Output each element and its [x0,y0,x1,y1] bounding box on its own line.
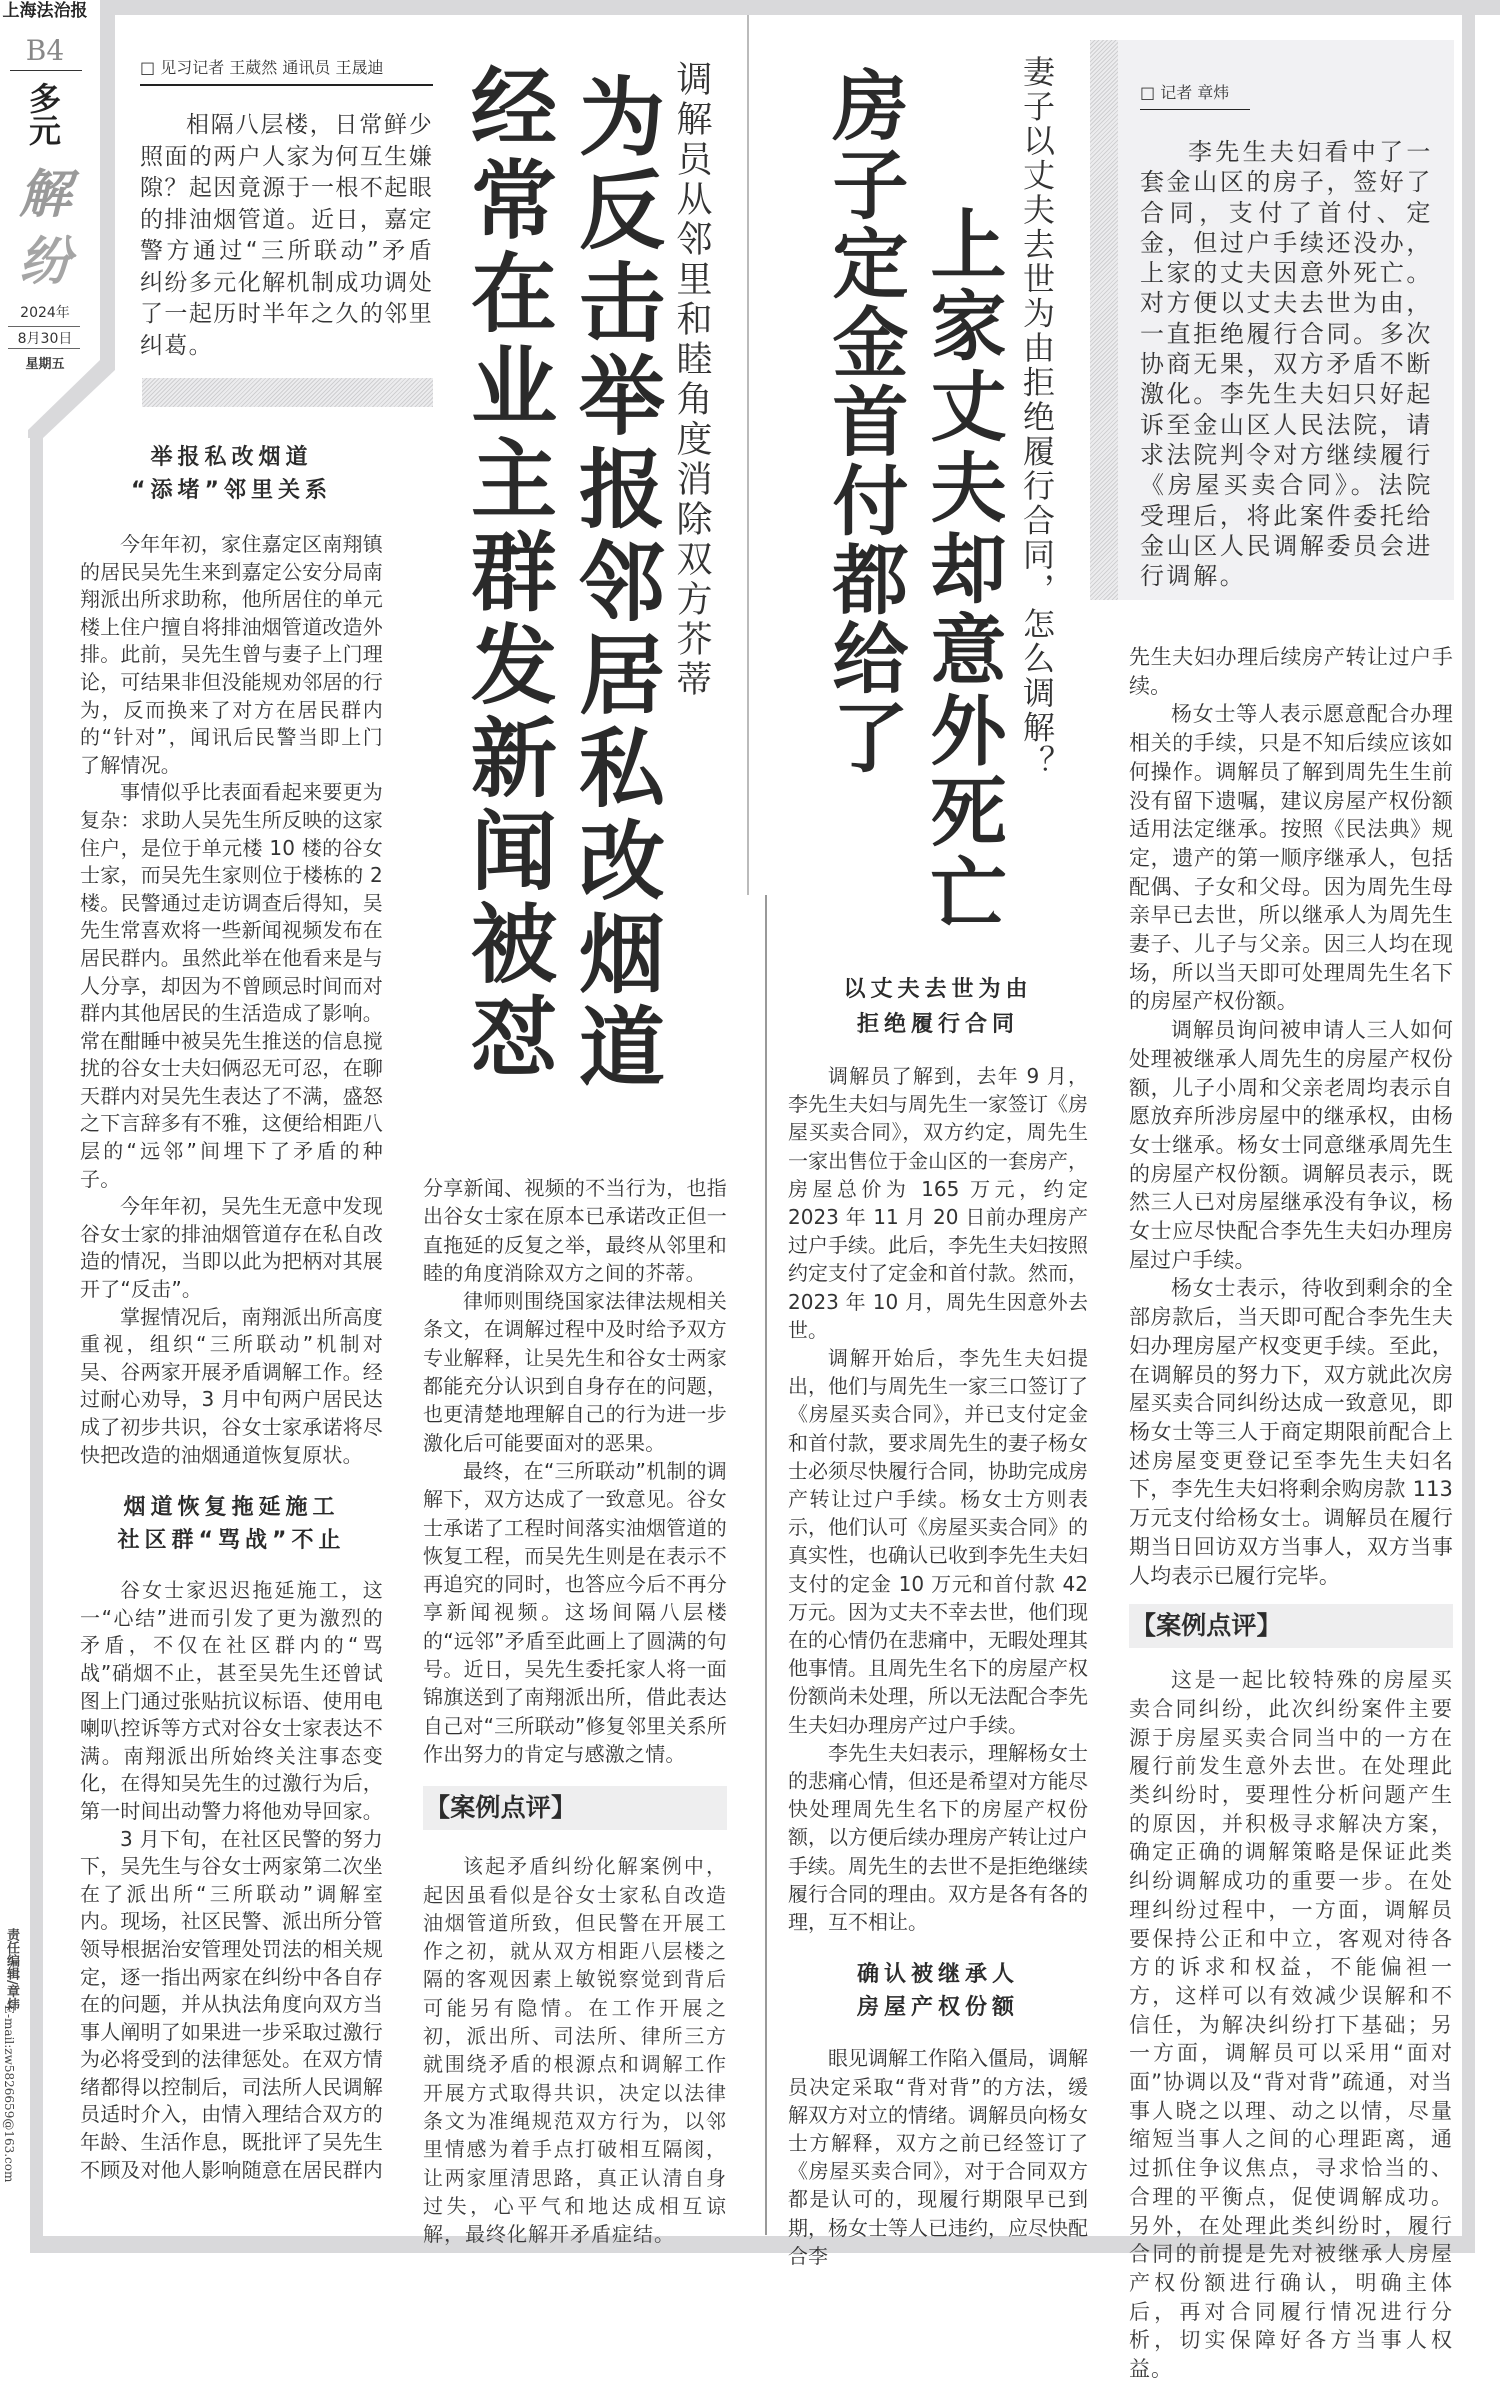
paragraph: 杨女士等人表示愿意配合办理相关的手续，只是不知后续应该如何操作。调解员了解到周先生生前没有留下遗嘱，建议房屋产权份额适用法定继承。按照《民法典》规定，遗产的第一顺序继承人，包括配偶、子女和父母。因为周先生母亲早已去世，所以继承人为周先生妻子、儿子与父亲。因三人均在现场，所以当天即可处理周先生名下的房屋产权份额。 [1129,702,1453,1014]
section-heading-line: 确认被继承人 [856,1962,1019,1988]
article-body [423,1174,727,1768]
paragraph: 眼见调解工作陷入僵局，调解员决定采取“背对背”的方法，缓解双方对立的情绪。调解员向杨女士方解释，双方之前已经签订了《房屋买卖合同》，对于合同双方都是认可的，现履行期限早已到期，杨女士等人已违约，应尽快配合李 [788,2046,1088,2268]
article-body [788,2044,1088,2270]
paragraph: 先生夫妇办理后续房产转让过户手续。 [1129,645,1453,698]
section-title-duoyuan: 多元 [24,82,62,146]
section-heading [788,1958,1088,2024]
editor-email[interactable]: E-mail:zw5826659@163.com [2,2005,16,2183]
article-body [1129,643,1453,1590]
lead-paragraph: 相隔八层楼，日常鲜少照面的两户人家为何互生嫌隙？起因竟源于一根不起眼的排油烟管道。近日，嘉定警方通过“三所联动”矛盾纠纷多元化解机制成功调处了一起历时半年之久的邻里纠葛。 [140,112,433,359]
review-label: 【案例点评】 [1129,1604,1453,1648]
issue-weekday: 星期五 [25,357,65,372]
headline-secondary: 房子定金首付都给了 [820,66,909,777]
column-c [788,972,1088,2270]
section-heading [80,441,383,507]
frame-left-lower [30,432,43,2245]
section-heading-line: 社区群“骂战”不止 [117,1528,346,1554]
column-d [1129,643,1453,2384]
paragraph: 今年年初，家住嘉定区南翔镇的居民吴先生来到嘉定公安分局南翔派出所求助称，他所居住的单元楼上住户擅自将排油烟管道改造外排。此前，吴先生曾与妻子上门理论，可结果非但没能规劝邻居的行为，反而换来了对方在居民群内的“针对”，闻讯后民警当即上门了解情况。 [80,532,383,777]
section-heading-line: 烟道恢复拖延施工 [123,1495,340,1521]
review-label: 【案例点评】 [423,1786,727,1830]
column-b [423,1174,727,2248]
column-divider [747,15,749,895]
editor-credit: 责任编辑/章炜 [4,1928,19,2011]
article-subtitle: 妻子以丈夫去世为由拒绝履行合同，怎么调解？ [1018,55,1056,780]
byline: □ 记者 章炜 [1140,80,1250,110]
paragraph: 这是一起比较特殊的房屋买卖合同纠纷，此次纠纷案件主要源于房屋买卖合同当中的一方在履行前发生意外去世。在处理此类纠纷时，要理性分析问题产生的原因，并积极寻求解决方案，确定正确的调解策略是保证此类纠纷调解成功的重要一步。在处理纠纷过程中，一方面，调解员要保持公正和中立，客观对待各方的诉求和权益，不能偏袒一方，这样可以有效减少误解和不信任，为解决纠纷打下基础；另一方面，调解员可以采用“面对面”协调以及“背对背”疏通，对当事人晓之以理、动之以情，尽量缩短当事人之间的心理距离，通过抓住争议焦点，寻求恰当的、合理的平衡点，促使调解成功。另外，在处理此类纠纷时，履行合同的前提是先对被继承人房屋产权份额进行确认，明确主体后，再对合同履行情况进行分析，切实保障好各方当事人权益。 [1129,1668,1453,2382]
frame-top [100,0,1500,15]
date-rule [8,326,80,327]
column-divider [765,895,767,2235]
section-heading-line: 拒绝履行合同 [856,1012,1019,1037]
review-body [1129,1666,1453,2384]
paragraph: 谷女士家迟迟拖延施工，这一“心结”进而引发了更为激烈的矛盾，不仅在社区群内的“骂战”硝烟不止，甚至吴先生还曾试图上门通过张贴抗议标语、使用电喇叭控诉等方式对谷女士家表达不满。南翔派出所始终关注事态变化，在得知吴先生的过激行为后，第一时间出动警力将他劝导回家。 [80,1578,383,1823]
issue-date: 8月30日 [17,331,73,347]
section-heading-line: 房屋产权份额 [856,1995,1019,2021]
section-heading [80,1491,383,1557]
headline-main: 为反击举报邻居私改烟道 [564,72,665,1095]
headline-secondary: 经常在业主群发新闻被怼 [456,62,557,1085]
section-title-fen: 纷 [18,231,71,292]
date-rule [8,348,80,349]
section-heading-line: 以丈夫去世为由 [843,977,1033,1002]
section-title-jie: 解 [18,164,71,225]
paragraph: 事情似乎比表面看起来要更为复杂：求助人吴先生所反映的这家住户，是位于单元楼 10 楼的谷女士家，而吴先生家则位于楼栋的 2 楼。民警通过走访调查后得知，吴先生常喜欢将一些新闻视频发布在居民群内。虽然此举在他看来是与人分享，却因为不曾顾忌时间而对群内其他居民的生活造成了影响。常在酣睡中被吴先生推送的信息搅扰的谷女士夫妇俩忍无可忍，在聊天群内对吴先生表达了不满，盛怒之下言辞多有不雅，这便给相距八层的“远邻”间埋下了矛盾的种子。 [80,780,383,1191]
byline: □ 见习记者 王葳然 通讯员 王晟迪 [140,55,433,86]
frame-right [1462,0,1475,2253]
paragraph: 调解员询问被申请人三人如何处理被继承人周先生的房屋产权份额，儿子小周和父亲老周均表示自愿放弃所涉房屋中的继承权，由杨女士继承。杨女士同意继承周先生的房屋产权份额。调解员表示，既然三人已对房屋继承没有争议，杨女士应尽快配合李先生夫妇办理房屋过户手续。 [1129,1018,1453,1272]
hatched-divider [142,378,433,407]
lead-paragraph: 李先生夫妇看中了一套金山区的房子，签好了合同，支付了首付、定金，但过户手续还没办，上家的丈夫因意外死亡。对方便以丈夫去世为由，一直拒绝履行合同。多次协商无果，双方矛盾不断激化。李先生夫妇只好起诉至金山区人民法院，请求法院判令对方继续履行《房屋买卖合同》。法院受理后，将此案件委托给金山区人民调解委员会进行调解。 [1140,138,1433,591]
headline-main: 上家丈夫却意外死亡 [918,205,1007,934]
paragraph: 掌握情况后，南翔派出所高度重视，组织“三所联动”机制对吴、谷两家开展矛盾调解工作。经过耐心劝导，3 月中旬两户居民达成了初步共识，谷女士家承诺将尽快把改造的油烟通道恢复原状。 [80,1304,383,1467]
paragraph: 该起矛盾纠纷化解案例中，起因虽看似是谷女士家私自改造油烟管道所致，但民警在开展工作之初，就从双方相距八层楼之隔的客观因素上敏锐察觉到背后可能另有隐情。在工作开展之初，派出所、司法所、律所三方就围绕矛盾的根源点和调解工作开展方式取得共识，决定以法律条文为准绳规范双方行为，以邻里情感为着手点打破相互隔阂，让两家厘清思路，真正认清自身过失，心平气和地达成相互谅解，最终化解开矛盾症结。 [423,1854,727,2247]
review-body [423,1852,727,2248]
frame-left-upper [100,0,115,368]
article-body [80,531,383,1469]
paragraph: 调解员了解到，去年 9 月，李先生夫妇与周先生一家签订《房屋买卖合同》，双方约定，周先生一家出售位于金山区的一套房产，房屋总价为 165 万元，约定 2023 年 11 月 20 日前办理房产过户手续。此后，李先生夫妇按照约定支付了定金和首付款。然而，2023 年 10 月，周先生因意外去世。 [788,1064,1088,1342]
article-subtitle: 调解员从邻里和睦角度消除双方芥蒂 [671,60,712,700]
paragraph: 最终，在“三所联动”机制的调解下，双方达成了一致意见。谷女士承诺了工程时间落实油烟管道的恢复工程，而吴先生则是在表示不再追究的同时，也答应今后不再分享新闻视频。这场间隔八层楼的“远邻”矛盾至此画上了圆满的句号。近日，吴先生委托家人将一面锦旗送到了南翔派出所，借此表达自己对“三所联动”修复邻里关系所作出努力的肯定与感激之情。 [423,1458,727,1766]
masthead-rule [10,70,82,71]
paragraph: 今年年初，吴先生无意中发现谷女士家的排油烟管道存在私自改造的情况，当即以此为把柄对其展开了“反击”。 [80,1194,383,1302]
paragraph: 律师则围绕国家法律法规相关条文，在调解过程中及时给予双方专业解释，让吴先生和谷女士两家都能充分认识到自身存在的问题，也更清楚地理解自己的行为进一步激化后可能要面对的恶果。 [423,1289,727,1455]
article-body [788,1062,1088,1936]
article-body [80,1577,383,2184]
page-number: B4 [25,34,65,67]
section-heading [788,972,1088,1042]
paragraph: 调解开始后，李先生夫妇提出，他们与周先生一家三口签订了《房屋买卖合同》，并已支付定金和首付款，要求周先生的妻子杨女士必须尽快履行合同，协助完成房产转让过户手续。杨女士方则表示，他们认可《房屋买卖合同》的真实性，也确认已收到李先生夫妇支付的定金 10 万元和首付款 42 万元。因为丈夫不幸去世，他们现在的心情仍在悲痛中，无暇处理其他事情。且周先生名下的房屋产权份额尚未处理，所以无法配合李先生夫妇办理房产过户手续。 [788,1346,1088,1737]
section-heading-line: 举报私改烟道 [150,445,313,470]
paragraph: 分享新闻、视频的不当行为，也指出谷女士家在原本已承诺改正但一直拖延的反复之举，最终从邻里和睦的角度消除双方之间的芥蒂。 [423,1176,727,1285]
issue-year: 2024年 [20,305,70,321]
newspaper-logo: 上海法治报 [2,1,88,21]
paragraph: 3 月下旬，在社区民警的努力下，吴先生与谷女士两家第二次坐在了派出所“三所联动”调解室内。现场，社区民警、派出所分管领导根据治安管理处罚法的相关规定，逐一指出两家在纠纷中各自存在的问题，并从执法角度向双方当事人阐明了如果进一步采取过激行为必将受到的法律惩处。在双方情绪都得以控制后，司法所人民调解员适时介入，由情入理结合双方的年龄、生活作息，既批评了吴先生不顾及对他人影响随意在居民群内 [80,1826,383,2182]
hatched-edge [1090,40,1118,600]
paragraph: 李先生夫妇表示，理解杨女士的悲痛心情，但还是希望对方能尽快处理周先生名下的房屋产权份额，以方便后续办理房产转让过户手续。周先生的去世不是拒绝继续履行合同的理由。双方是各有各的理，互不相让。 [788,1740,1088,1935]
paragraph: 杨女士表示，待收到剩余的全部房款后，当天即可配合李先生夫妇办理房屋产权变更手续。至此，在调解员的努力下，双方就此次房屋买卖合同纠纷达成一致意见，即杨女士等三人于商定期限前配合上述房屋变更登记至李先生夫妇名下，李先生夫妇将剩余购房款 113 万元支付给杨女士。调解员在履行期当日回访双方当事人，双方当事人均表示已履行完毕。 [1129,1276,1453,1588]
column-a [80,441,383,2184]
section-heading-line: “添堵”邻里关系 [131,478,332,503]
frame-left-diagonal [28,360,118,440]
